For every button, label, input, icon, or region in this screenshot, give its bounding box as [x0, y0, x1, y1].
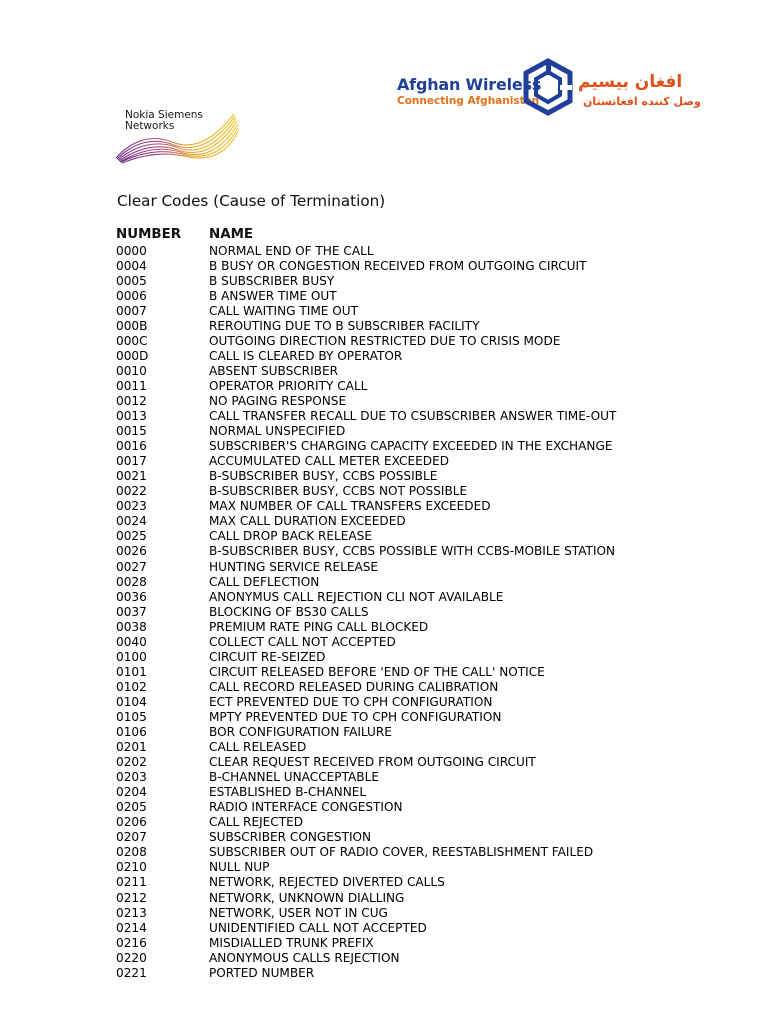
- aw-arabic-tagline: وصل كننده افغانستان: [583, 95, 701, 108]
- code-number: 0023: [116, 499, 147, 514]
- code-number: 0022: [116, 484, 147, 499]
- code-name: UNIDENTIFIED CALL NOT ACCEPTED: [209, 920, 427, 935]
- table-row: [116, 559, 616, 574]
- code-number: 0208: [116, 845, 147, 860]
- code-name: B-CHANNEL UNACCEPTABLE: [209, 770, 379, 785]
- code-number: 0037: [116, 604, 147, 619]
- code-name: ABSENT SUBSCRIBER: [209, 363, 338, 378]
- code-number: 0028: [116, 574, 147, 589]
- code-number: 0038: [116, 619, 147, 634]
- table-row: [116, 393, 616, 408]
- code-number: 0011: [116, 378, 147, 393]
- code-name: NETWORK, USER NOT IN CUG: [209, 905, 388, 920]
- aw-arabic-name: افغان بيسيم: [578, 72, 683, 92]
- code-number: 000D: [116, 348, 149, 363]
- table-row: [116, 770, 616, 785]
- code-name: B ANSWER TIME OUT: [209, 288, 337, 303]
- code-number: 0207: [116, 830, 147, 845]
- table-row: [116, 740, 616, 755]
- table-row: [116, 258, 616, 273]
- table-row: [116, 785, 616, 800]
- table-row: [116, 378, 616, 393]
- code-name: CALL DEFLECTION: [209, 574, 320, 589]
- code-name: CALL RELEASED: [209, 740, 307, 755]
- code-number: 0106: [116, 725, 147, 740]
- code-number: 0012: [116, 393, 147, 408]
- aw-wordmark: Afghan Wireless: [397, 75, 542, 94]
- table-row: [116, 288, 616, 303]
- table-row: [116, 333, 616, 348]
- table-row: [116, 409, 616, 424]
- code-name: OPERATOR PRIORITY CALL: [209, 378, 368, 393]
- table-row: [116, 439, 616, 454]
- code-name: PORTED NUMBER: [209, 965, 315, 980]
- code-number: 0206: [116, 815, 147, 830]
- code-name: ANONYMOUS CALLS REJECTION: [209, 950, 400, 965]
- code-number: 0205: [116, 800, 147, 815]
- code-name: NETWORK, REJECTED DIVERTED CALLS: [209, 875, 445, 890]
- code-name: CIRCUIT RELEASED BEFORE 'END OF THE CALL' NOTICE: [209, 664, 545, 679]
- code-name: CLEAR REQUEST RECEIVED FROM OUTGOING CIRCUIT: [209, 755, 536, 770]
- code-number: 0220: [116, 950, 147, 965]
- code-name: B BUSY OR CONGESTION RECEIVED FROM OUTGOING CIRCUIT: [209, 258, 587, 273]
- code-number: 0216: [116, 935, 147, 950]
- code-name: REROUTING DUE TO B SUBSCRIBER FACILITY: [209, 318, 480, 333]
- code-name: B-SUBSCRIBER BUSY, CCBS POSSIBLE: [209, 469, 438, 484]
- table-row: [116, 920, 616, 935]
- code-name: CALL REJECTED: [209, 815, 304, 830]
- code-name: PREMIUM RATE PING CALL BLOCKED: [209, 619, 429, 634]
- aw-tagline: Connecting Afghanistan: [397, 95, 540, 107]
- table-row: [116, 499, 616, 514]
- code-name: BLOCKING OF BS30 CALLS: [209, 604, 369, 619]
- code-number: 0016: [116, 439, 147, 454]
- code-name: B-SUBSCRIBER BUSY, CCBS NOT POSSIBLE: [209, 484, 468, 499]
- code-name: CALL TRANSFER RECALL DUE TO CSUBSCRIBER ANSWER TIME-OUT: [209, 409, 617, 424]
- table-row: [116, 619, 616, 634]
- code-name: RADIO INTERFACE CONGESTION: [209, 800, 403, 815]
- code-number: 0005: [116, 273, 147, 288]
- table-row: [116, 273, 616, 288]
- table-row: [116, 303, 616, 318]
- code-number: 0013: [116, 409, 147, 424]
- table-row: [116, 890, 616, 905]
- code-number: 0203: [116, 770, 147, 785]
- table-row: [116, 424, 616, 439]
- table-header: [116, 226, 616, 243]
- nsn-line-2: Networks: [125, 120, 175, 132]
- table-row: [116, 604, 616, 619]
- code-number: 0004: [116, 258, 147, 273]
- code-number: 0214: [116, 920, 147, 935]
- code-name: SUBSCRIBER'S CHARGING CAPACITY EXCEEDED IN THE EXCHANGE: [209, 439, 613, 454]
- table-row: [116, 905, 616, 920]
- code-number: 0201: [116, 740, 147, 755]
- code-number: 0101: [116, 664, 147, 679]
- table-row: [116, 709, 616, 724]
- code-number: 0036: [116, 589, 147, 604]
- code-name: B-SUBSCRIBER BUSY, CCBS POSSIBLE WITH CCBS-MOBILE STATION: [209, 544, 616, 559]
- code-number: 0221: [116, 965, 147, 980]
- code-name: MPTY PREVENTED DUE TO CPH CONFIGURATION: [209, 709, 502, 724]
- code-number: 0210: [116, 860, 147, 875]
- code-number: 000C: [116, 333, 148, 348]
- table-row: [116, 544, 616, 559]
- table-row: [116, 514, 616, 529]
- table-row: [116, 830, 616, 845]
- code-name: BOR CONFIGURATION FAILURE: [209, 725, 392, 740]
- code-name: OUTGOING DIRECTION RESTRICTED DUE TO CRISIS MODE: [209, 333, 561, 348]
- code-number: 0021: [116, 469, 147, 484]
- table-row: [116, 755, 616, 770]
- code-number: 0100: [116, 649, 147, 664]
- code-name: CIRCUIT RE-SEIZED: [209, 649, 326, 664]
- header-number: NUMBER: [116, 227, 182, 242]
- table-row: [116, 589, 616, 604]
- table-row: [116, 348, 616, 363]
- table-row: [116, 634, 616, 649]
- table-row: [116, 935, 616, 950]
- code-name: ACCUMULATED CALL METER EXCEEDED: [209, 454, 450, 469]
- code-number: 0010: [116, 363, 147, 378]
- table-row: [116, 679, 616, 694]
- code-number: 0025: [116, 529, 147, 544]
- code-name: CALL IS CLEARED BY OPERATOR: [209, 348, 403, 363]
- code-name: CALL WAITING TIME OUT: [209, 303, 359, 318]
- code-name: SUBSCRIBER OUT OF RADIO COVER, REESTABLISHMENT FAILED: [209, 845, 594, 860]
- table-row: [116, 694, 616, 709]
- table-row: [116, 860, 616, 875]
- code-name: HUNTING SERVICE RELEASE: [209, 559, 379, 574]
- table-row: [116, 529, 616, 544]
- table-row: [116, 725, 616, 740]
- code-number: 0017: [116, 454, 147, 469]
- code-name: CALL DROP BACK RELEASE: [209, 529, 372, 544]
- code-number: 0040: [116, 634, 147, 649]
- code-name: NORMAL UNSPECIFIED: [209, 424, 346, 439]
- code-name: ECT PREVENTED DUE TO CPH CONFIGURATION: [209, 694, 493, 709]
- clear-codes-table: [116, 226, 616, 980]
- code-name: SUBSCRIBER CONGESTION: [209, 830, 372, 845]
- code-number: 0000: [116, 243, 147, 258]
- code-name: MISDIALLED TRUNK PREFIX: [209, 935, 374, 950]
- table-row: [116, 965, 616, 980]
- table-row: [116, 875, 616, 890]
- code-number: 0204: [116, 785, 147, 800]
- code-name: MAX NUMBER OF CALL TRANSFERS EXCEEDED: [209, 499, 491, 514]
- table-row: [116, 845, 616, 860]
- code-name: CALL RECORD RELEASED DURING CALIBRATION: [209, 679, 499, 694]
- code-number: 0105: [116, 709, 147, 724]
- code-name: MAX CALL DURATION EXCEEDED: [209, 514, 406, 529]
- table-row: [116, 664, 616, 679]
- nsn-wordmark: [125, 110, 203, 132]
- code-number: 0212: [116, 890, 147, 905]
- code-number: 0007: [116, 303, 147, 318]
- code-name: B SUBSCRIBER BUSY: [209, 273, 335, 288]
- table-row: [116, 243, 616, 258]
- code-number: 0102: [116, 679, 147, 694]
- code-number: 0213: [116, 905, 147, 920]
- code-number: 0202: [116, 755, 147, 770]
- table-row: [116, 469, 616, 484]
- table-row: [116, 800, 616, 815]
- code-name: ANONYMUS CALL REJECTION CLI NOT AVAILABLE: [209, 589, 504, 604]
- document-title: Clear Codes (Cause of Termination): [117, 192, 386, 210]
- code-name: NO PAGING RESPONSE: [209, 393, 347, 408]
- header-name: NAME: [209, 227, 254, 242]
- code-number: 0026: [116, 544, 147, 559]
- table-row: [116, 484, 616, 499]
- code-name: COLLECT CALL NOT ACCEPTED: [209, 634, 396, 649]
- table-row: [116, 815, 616, 830]
- code-number: 0024: [116, 514, 147, 529]
- table-row: [116, 950, 616, 965]
- table-row: [116, 574, 616, 589]
- code-number: 000B: [116, 318, 148, 333]
- code-name: NETWORK, UNKNOWN DIALLING: [209, 890, 405, 905]
- code-name: NORMAL END OF THE CALL: [209, 243, 374, 258]
- nokia-siemens-networks-logo: [112, 108, 242, 168]
- table-row: [116, 454, 616, 469]
- code-number: 0015: [116, 424, 147, 439]
- table-row: [116, 318, 616, 333]
- code-name: ESTABLISHED B-CHANNEL: [209, 785, 367, 800]
- table-row: [116, 363, 616, 378]
- nsn-line-1: Nokia Siemens: [125, 109, 203, 121]
- table-body: [116, 243, 616, 980]
- code-number: 0027: [116, 559, 147, 574]
- table-row: [116, 649, 616, 664]
- code-number: 0006: [116, 288, 147, 303]
- code-number: 0104: [116, 694, 147, 709]
- aw-emblem-icon: [522, 58, 574, 116]
- code-number: 0211: [116, 875, 147, 890]
- code-name: NULL NUP: [209, 860, 270, 875]
